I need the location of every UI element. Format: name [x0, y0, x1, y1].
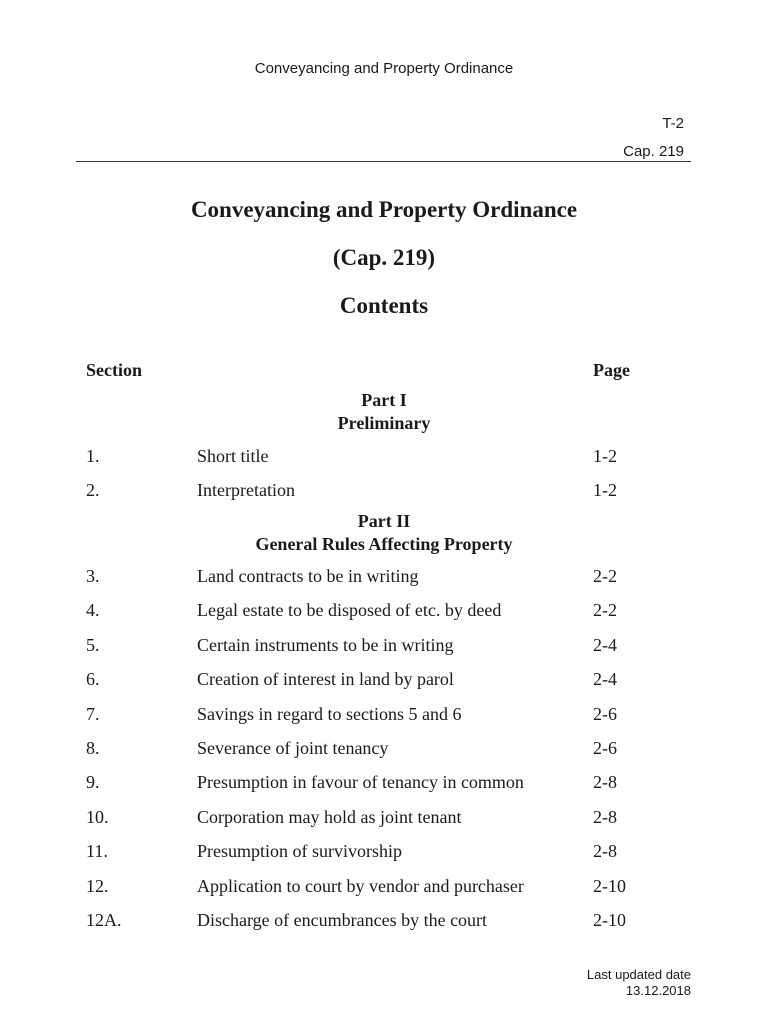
section-number: 8. [86, 738, 100, 758]
section-page: 2-10 [593, 910, 626, 930]
last-updated-date: 13.12.2018 [625, 983, 691, 998]
section-number: 3. [86, 566, 100, 586]
page-code: T-2 [662, 115, 684, 132]
section-page: 1-2 [593, 446, 617, 466]
section-page: 2-2 [593, 600, 617, 620]
toc-entry[interactable] [0, 841, 768, 867]
section-title: Interpretation [197, 480, 295, 500]
toc-entry[interactable] [0, 480, 768, 506]
document-chapter-title: (Cap. 219) [332, 245, 436, 270]
section-title: Presumption of survivorship [197, 841, 402, 861]
section-page: 2-2 [593, 566, 617, 586]
section-page: 1-2 [593, 480, 617, 500]
section-title: Land contracts to be in writing [197, 566, 419, 586]
section-page: 2-6 [593, 704, 617, 724]
page-reference [623, 110, 684, 166]
toc-entry[interactable] [0, 669, 768, 695]
section-title: Creation of interest in land by parol [197, 669, 454, 689]
section-title: Legal estate to be disposed of etc. by deed [197, 600, 502, 620]
section-title: Discharge of encumbrances by the court [197, 910, 488, 930]
header-divider [76, 161, 691, 162]
last-updated-label: Last updated date [586, 967, 691, 982]
section-page: 2-6 [593, 738, 617, 758]
section-page: 2-4 [593, 635, 617, 655]
part-title: General Rules Affecting Property [255, 534, 513, 554]
section-column-header: Section [86, 360, 142, 380]
section-title: Corporation may hold as joint tenant [197, 807, 462, 827]
section-title: Short title [197, 446, 269, 466]
toc-entry[interactable] [0, 635, 768, 661]
part-label: Part II [357, 511, 411, 531]
section-title: Savings in regard to sections 5 and 6 [197, 704, 462, 724]
chapter-number: Cap. 219 [623, 143, 684, 160]
toc-entry[interactable] [0, 446, 768, 472]
toc-entry[interactable] [0, 566, 768, 592]
section-page: 2-8 [593, 841, 617, 861]
part-title: Preliminary [337, 413, 431, 433]
section-title: Application to court by vendor and purchaser [197, 876, 524, 896]
section-page: 2-4 [593, 669, 617, 689]
section-number: 9. [86, 772, 100, 792]
toc-entry[interactable] [0, 600, 768, 626]
section-number: 5. [86, 635, 100, 655]
toc-entry[interactable] [0, 704, 768, 730]
section-number: 10. [86, 807, 109, 827]
section-number: 6. [86, 669, 100, 689]
running-header-title: Conveyancing and Property Ordinance [254, 60, 514, 77]
part-heading-1 [0, 389, 768, 435]
section-page: 2-8 [593, 807, 617, 827]
section-number: 12. [86, 876, 109, 896]
section-page: 2-8 [593, 772, 617, 792]
section-number: 11. [86, 841, 108, 861]
last-updated [587, 967, 691, 999]
toc-entry[interactable] [0, 910, 768, 936]
document-title: Conveyancing and Property Ordinance [190, 197, 578, 222]
section-number: 12A. [86, 910, 122, 930]
part-heading-2 [0, 510, 768, 556]
contents-heading: Contents [339, 293, 429, 318]
section-number: 7. [86, 704, 100, 724]
section-title: Presumption in favour of tenancy in common [197, 772, 524, 792]
section-page: 2-10 [593, 876, 626, 896]
section-number: 2. [86, 480, 100, 500]
toc-entry[interactable] [0, 876, 768, 902]
page-column-header: Page [593, 360, 630, 380]
part-label: Part I [361, 390, 407, 410]
section-title: Severance of joint tenancy [197, 738, 389, 758]
toc-entry[interactable] [0, 772, 768, 798]
section-title: Certain instruments to be in writing [197, 635, 454, 655]
toc-entry[interactable] [0, 807, 768, 833]
section-number: 1. [86, 446, 100, 466]
toc-entry[interactable] [0, 738, 768, 764]
section-number: 4. [86, 600, 100, 620]
